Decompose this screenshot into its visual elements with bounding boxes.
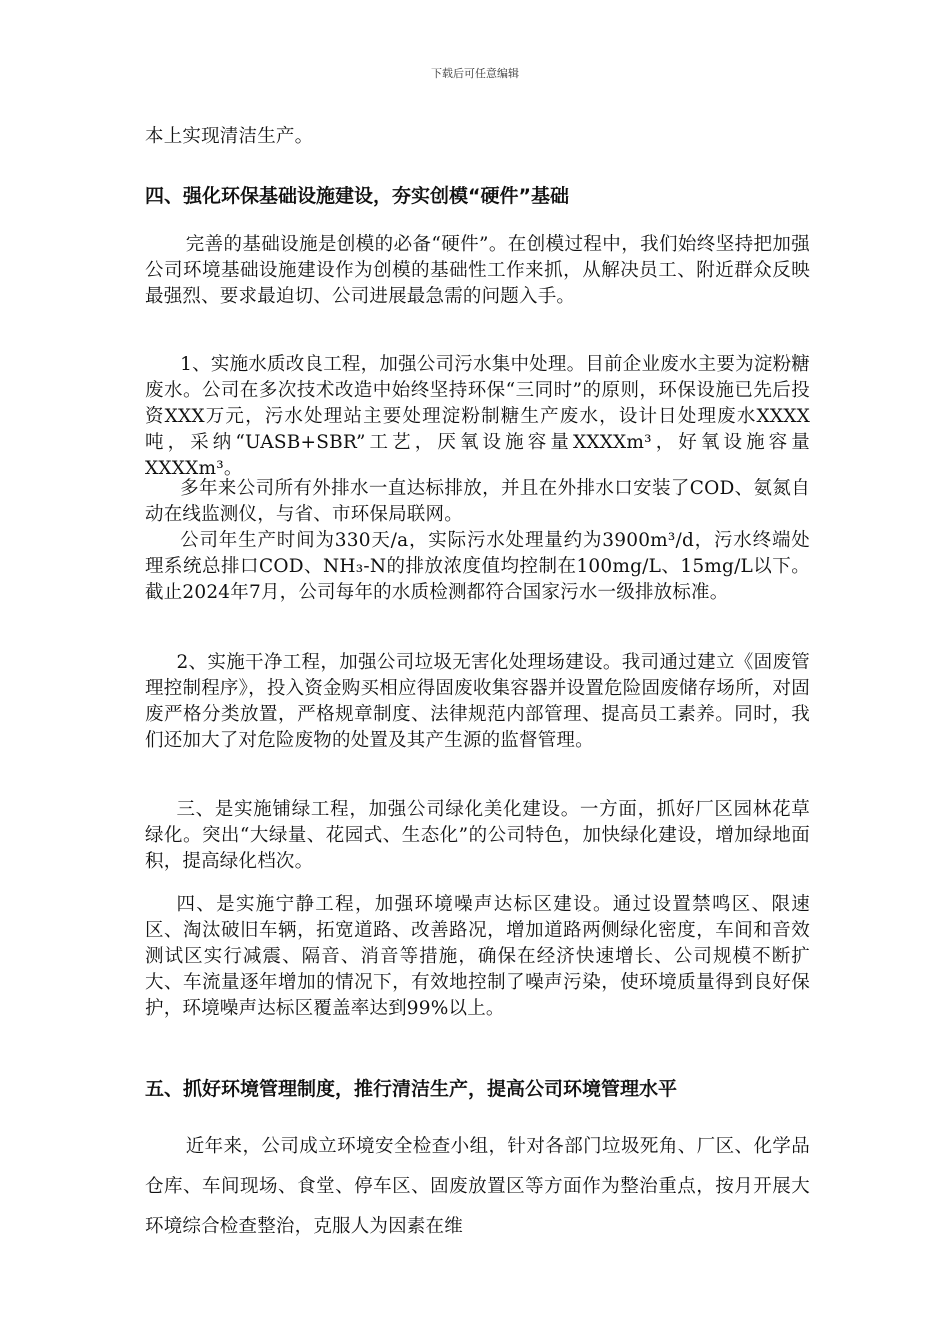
paragraph-discharge: 多年来公司所有外排水一直达标排放，并且在外排水口安装了COD、氨氮自动在线监测仪，与省、市环保局联网。 bbox=[145, 478, 810, 525]
paragraph-clean-project: 2、实施干净工程，加强公司垃圾无害化处理场建设。我司通过建立《固废管理控制程序》，投入资金购买相应得固废收集容器并设置危险固废储存场所，对固废严格分类放置，严格规章制度、法律规范内部管理、提高员工素养。同时，我们还加大了对危险废物的处置及其产生源的监督管理。 bbox=[145, 652, 810, 751]
page-header: 下载后可任意编辑 bbox=[431, 67, 519, 80]
paragraph-quiet-project: 四、是实施宁静工程，加强环境噪声达标区建设。通过设置禁鸣区、限速区、淘汰破旧车辆，拓宽道路、改善路况，增加道路两侧绿化密度，车间和音效测试区实行减震、隔音、消音等措施，确保在经济快速增长、公司规模不断扩大、车流量逐年增加的情况下，有效地控制了噪声污染，使环境质量得到良好保护，环境噪声达标区覆盖率达到99%以上。 bbox=[145, 894, 810, 1019]
paragraph-production-time: 公司年生产时间为330天/a，实际污水处理量约为3900m³/d，污水终端处理系统总排口COD、NH₃-N的排放浓度值均控制在100mg/L、15mg/L以下。截止2024年7月，公司每年的水质检测都符合国家污水一级排放标准。 bbox=[145, 530, 810, 603]
section-heading-5: 五、抓好环境管理制度，推行清洁生产，提高公司环境管理水平 bbox=[145, 1078, 678, 1100]
paragraph-management: 近年来，公司成立环境安全检查小组，针对各部门垃圾死角、厂区、化学品仓库、车间现场、食堂、停车区、固废放置区等方面作为整治重点，按月开展大环境综合检查整治，克服人为因素在维 bbox=[145, 1136, 810, 1237]
paragraph-continued: 本上实现清洁生产。 bbox=[145, 126, 314, 147]
paragraph-water-quality: 1、实施水质改良工程，加强公司污水集中处理。目前企业废水主要为淀粉糖废水。公司在多次技术改造中始终坚持环保“三同时”的原则，环保设施已先后投资XXX万元，污水处理站主要处理淀粉制糖生产废水，设计日处理废水XXXX吨，采纳“UASB+SBR”工艺，厌氧设施容量XXXXm³，好氧设施容量XXXXm³。 bbox=[145, 354, 810, 479]
paragraph-greening-project: 三、是实施铺绿工程，加强公司绿化美化建设。一方面，抓好厂区园林花草绿化。突出“大绿量、花园式、生态化”的公司特色，加快绿化建设，增加绿地面积，提高绿化档次。 bbox=[145, 799, 810, 872]
paragraph-infrastructure: 完善的基础设施是创模的必备“硬件”。在创模过程中，我们始终坚持把加强公司环境基础设施建设作为创模的基础性工作来抓，从解决员工、附近群众反映最强烈、要求最迫切、公司进展最急需的问题入手。 bbox=[145, 234, 810, 307]
section-heading-4: 四、强化环保基础设施建设，夯实创模“硬件”基础 bbox=[145, 185, 569, 207]
